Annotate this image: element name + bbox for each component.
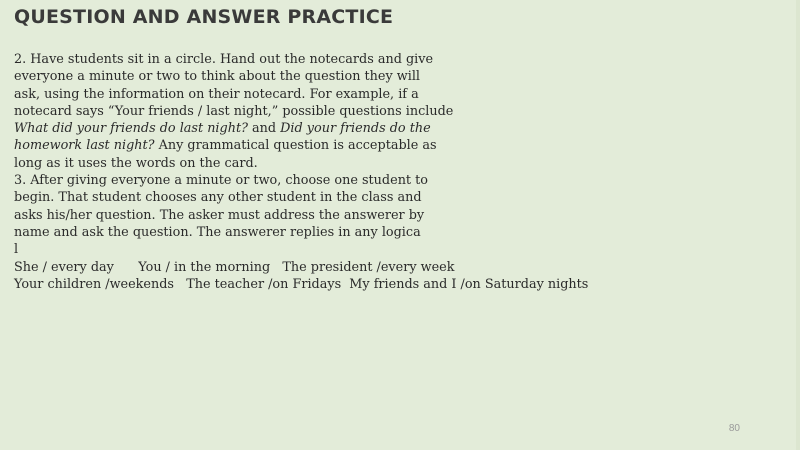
conjunction-text: and bbox=[247, 121, 281, 137]
slide-body bbox=[14, 51, 754, 293]
step3-line: l bbox=[14, 242, 19, 258]
step2-line bbox=[14, 120, 754, 137]
example-question-2-end: homework last night? bbox=[14, 138, 155, 154]
step2-line: 2. Have students sit in a circle. Hand out the notecards and give bbox=[14, 52, 434, 67]
prompt-row: Your children /weekends The teacher /on Fridays My friends and I /on Saturday nights bbox=[14, 276, 589, 292]
prompt-row: She / every day You / in the morning The president /every week bbox=[14, 259, 455, 275]
step2-line: everyone a minute or two to think about the question they will bbox=[14, 69, 421, 85]
step2-line: ask, using the information on their notecard. For example, if a bbox=[14, 86, 419, 102]
slide-edge-strip bbox=[796, 0, 800, 450]
example-question-2-start: Did your friends do the bbox=[280, 121, 431, 137]
step2-line: long as it uses the words on the card. bbox=[14, 155, 258, 171]
step3-line: begin. That student chooses any other student in the class and bbox=[14, 190, 422, 206]
step3-line: 3. After giving everyone a minute or two, choose one student to bbox=[14, 173, 428, 189]
step2-line: notecard says “Your friends / last night,” possible questions include bbox=[14, 103, 454, 119]
step3-line: name and ask the question. The answerer replies in any logica bbox=[14, 224, 421, 240]
page-number: 80 bbox=[728, 423, 740, 434]
slide-title: QUESTION AND ANSWER PRACTICE bbox=[14, 6, 394, 28]
example-question-1: What did your friends do last night? bbox=[14, 121, 248, 137]
step2-line-remainder: Any grammatical question is acceptable as bbox=[154, 138, 437, 154]
step3-line: asks his/her question. The asker must address the answerer by bbox=[14, 207, 425, 223]
step2-line bbox=[14, 137, 754, 154]
